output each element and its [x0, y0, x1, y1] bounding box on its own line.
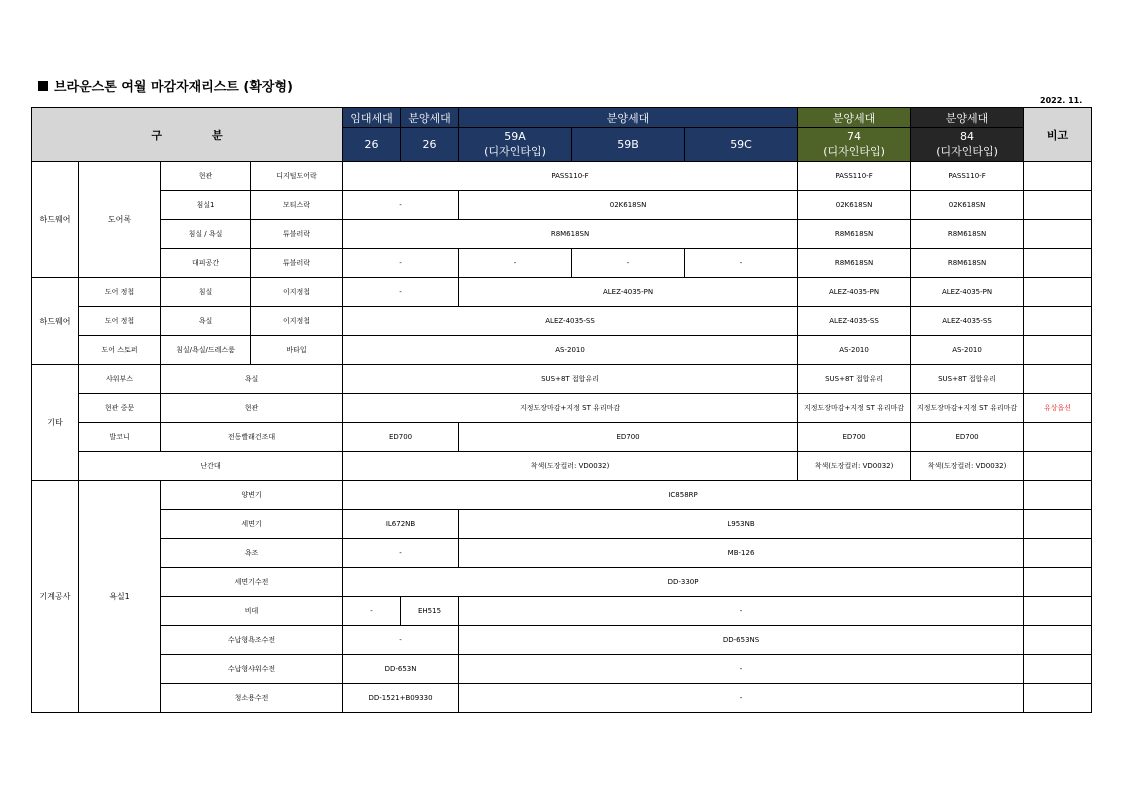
spec-cell: DD-330P: [343, 568, 1024, 597]
spec-cell: AS-2010: [343, 336, 798, 365]
type-84-header: [911, 128, 1024, 162]
type-74-label: 74: [847, 130, 862, 143]
spec-cell: PASS110-F: [343, 162, 798, 191]
spec-cell: -: [459, 597, 1024, 626]
table-row: [32, 365, 1092, 394]
spec-74-cell: ALEZ-4035-PN: [798, 278, 911, 307]
spec-84-cell: PASS110-F: [911, 162, 1024, 191]
note-cell: [1024, 539, 1092, 568]
type-59a-header: [459, 128, 572, 162]
category-cell: 하드웨어: [32, 162, 79, 278]
location-cell: 침실: [161, 278, 251, 307]
spec-74-cell: SUS+8T 접합유리: [798, 365, 911, 394]
location-cell: 침실 / 욕실: [161, 220, 251, 249]
category-cell: 하드웨어: [32, 278, 79, 365]
type-84-label: 84: [960, 130, 975, 143]
spec-59b-cell: -: [572, 249, 685, 278]
spec-84-cell: SUS+8T 접합유리: [911, 365, 1024, 394]
subcategory-cell: 발코니: [79, 423, 161, 452]
gubun-char-1: 구: [151, 128, 163, 142]
spec-cell: ED700: [459, 423, 798, 452]
type-59a-label: 59A: [504, 130, 526, 143]
table-row: [32, 307, 1092, 336]
gubun-header: [32, 108, 343, 162]
table-row: [32, 394, 1092, 423]
table-row: [32, 278, 1092, 307]
document-date: 2022. 11.: [1040, 96, 1083, 105]
spec-84-cell: 지정도장마감+지정 ST 유리마감: [911, 394, 1024, 423]
spec-26a-cell: -: [343, 597, 401, 626]
type-59a-sub: (디자인타입): [484, 145, 546, 158]
item-cell: 수납형샤워수전: [161, 655, 343, 684]
subcategory-cell: 도어 스토퍼: [79, 336, 161, 365]
category-cell: 기계공사: [32, 481, 79, 713]
spec-cell: L953NB: [459, 510, 1024, 539]
spec-cell: 착색(도장컬러: VD0032): [343, 452, 798, 481]
spec-74-cell: 착색(도장컬러: VD0032): [798, 452, 911, 481]
item-cell: 양변기: [161, 481, 343, 510]
location-cell: 현관: [161, 162, 251, 191]
table-row: [32, 597, 1092, 626]
spec-84-cell: 02K618SN: [911, 191, 1024, 220]
item-cell: 바타입: [251, 336, 343, 365]
note-cell: [1024, 191, 1092, 220]
rental-header: 임대세대: [343, 108, 401, 128]
spec-84-cell: ALEZ-4035-PN: [911, 278, 1024, 307]
spec-84-cell: ED700: [911, 423, 1024, 452]
spec-cell: ALEZ-4035-SS: [343, 307, 798, 336]
square-bullet-icon: [38, 81, 48, 91]
table-row: [32, 655, 1092, 684]
spec-cell: DD-653NS: [459, 626, 1024, 655]
note-cell: [1024, 278, 1092, 307]
spec-59c-cell: -: [685, 249, 798, 278]
note-cell: [1024, 626, 1092, 655]
subcategory-cell: 도어 정첩: [79, 307, 161, 336]
item-cell: 이지정첩: [251, 278, 343, 307]
spec-cell: -: [459, 655, 1024, 684]
item-cell: 튜블러락: [251, 249, 343, 278]
finish-material-table: [31, 107, 1092, 713]
note-cell: [1024, 336, 1092, 365]
location-cell: 욕실: [161, 365, 343, 394]
page-title: [38, 76, 293, 95]
spec-74-cell: R8M618SN: [798, 220, 911, 249]
item-cell: 세면기수전: [161, 568, 343, 597]
subcategory-cell: 도어록: [79, 162, 161, 278]
spec-26-cell: DD-1521+B09330: [343, 684, 459, 713]
table-row: [32, 191, 1092, 220]
table-row: [32, 336, 1092, 365]
gubun-char-2: 분: [212, 128, 223, 142]
type-74-header: [798, 128, 911, 162]
table-row: [32, 568, 1092, 597]
spec-cell: R8M618SN: [343, 220, 798, 249]
note-cell: [1024, 655, 1092, 684]
item-cell: 세면기: [161, 510, 343, 539]
spec-74-cell: AS-2010: [798, 336, 911, 365]
spec-26-cell: -: [343, 626, 459, 655]
type-26b-header: 26: [401, 128, 459, 162]
note-cell: 유상옵션: [1024, 394, 1092, 423]
item-cell: 청소용수전: [161, 684, 343, 713]
sale-26-header: 분양세대: [401, 108, 459, 128]
note-cell: [1024, 568, 1092, 597]
title-text: 브라운스톤 여월 마감자재리스트 (확장형): [54, 80, 293, 95]
spec-74-cell: 02K618SN: [798, 191, 911, 220]
category-cell: 기타: [32, 365, 79, 481]
spec-26b-cell: EH515: [401, 597, 459, 626]
table-row: [32, 220, 1092, 249]
type-59b-header: 59B: [572, 128, 685, 162]
type-84-sub: (디자인타입): [936, 145, 998, 158]
location-cell: 침실/욕실/드레스룸: [161, 336, 251, 365]
table-row: [32, 539, 1092, 568]
spec-cell: IC858RP: [343, 481, 1024, 510]
note-cell: [1024, 220, 1092, 249]
spec-84-cell: R8M618SN: [911, 249, 1024, 278]
spec-74-cell: ALEZ-4035-SS: [798, 307, 911, 336]
spec-cell: ALEZ-4035-PN: [459, 278, 798, 307]
spec-74-cell: R8M618SN: [798, 249, 911, 278]
table-row: [32, 684, 1092, 713]
note-cell: [1024, 684, 1092, 713]
spec-cell: 지정도장마감+지정 ST 유리마감: [343, 394, 798, 423]
item-cell: 욕조: [161, 539, 343, 568]
spec-84-cell: 착색(도장컬러: VD0032): [911, 452, 1024, 481]
table-row: [32, 249, 1092, 278]
type-59c-header: 59C: [685, 128, 798, 162]
note-cell: [1024, 452, 1092, 481]
spec-26-cell: IL672NB: [343, 510, 459, 539]
spec-26-cell: -: [343, 249, 459, 278]
item-cell: 모티스락: [251, 191, 343, 220]
spec-cell: -: [459, 684, 1024, 713]
spec-cell: SUS+8T 접합유리: [343, 365, 798, 394]
spec-74-cell: ED700: [798, 423, 911, 452]
bigo-header: 비고: [1024, 108, 1092, 162]
sale-59-header: 분양세대: [459, 108, 798, 128]
item-cell: 비데: [161, 597, 343, 626]
subcategory-cell: 샤워부스: [79, 365, 161, 394]
spec-26-cell: DD-653N: [343, 655, 459, 684]
sale-74-header: 분양세대: [798, 108, 911, 128]
table-row: [32, 162, 1092, 191]
spec-84-cell: ALEZ-4035-SS: [911, 307, 1024, 336]
spec-26-cell: -: [343, 539, 459, 568]
spec-26-cell: ED700: [343, 423, 459, 452]
item-cell: 이지정첩: [251, 307, 343, 336]
spec-74-cell: PASS110-F: [798, 162, 911, 191]
location-cell: 욕실: [161, 307, 251, 336]
spec-84-cell: AS-2010: [911, 336, 1024, 365]
table-row: [32, 423, 1092, 452]
note-cell: [1024, 597, 1092, 626]
subcategory-cell: 난간대: [79, 452, 343, 481]
item-cell: 디지털도어락: [251, 162, 343, 191]
note-cell: [1024, 249, 1092, 278]
note-cell: [1024, 365, 1092, 394]
spec-74-cell: 지정도장마감+지정 ST 유리마감: [798, 394, 911, 423]
spec-cell: MB-126: [459, 539, 1024, 568]
type-26a-header: 26: [343, 128, 401, 162]
spec-59a-cell: -: [459, 249, 572, 278]
spec-cell: 02K618SN: [459, 191, 798, 220]
sale-84-header: 분양세대: [911, 108, 1024, 128]
note-cell: [1024, 510, 1092, 539]
table-row: [32, 510, 1092, 539]
location-cell: 현관: [161, 394, 343, 423]
subcategory-cell: 현관 중문: [79, 394, 161, 423]
subcategory-cell: 욕실1: [79, 481, 161, 713]
spec-26-cell: -: [343, 278, 459, 307]
spec-26-cell: -: [343, 191, 459, 220]
spec-84-cell: R8M618SN: [911, 220, 1024, 249]
note-cell: [1024, 423, 1092, 452]
table-row: [32, 452, 1092, 481]
location-cell: 전동빨래건조대: [161, 423, 343, 452]
item-cell: 튜블러락: [251, 220, 343, 249]
note-cell: [1024, 307, 1092, 336]
type-74-sub: (디자인타입): [823, 145, 885, 158]
location-cell: 대피공간: [161, 249, 251, 278]
location-cell: 침실1: [161, 191, 251, 220]
item-cell: 수납형욕조수전: [161, 626, 343, 655]
table-row: [32, 626, 1092, 655]
note-cell: [1024, 481, 1092, 510]
table-row: [32, 481, 1092, 510]
note-cell: [1024, 162, 1092, 191]
subcategory-cell: 도어 정첩: [79, 278, 161, 307]
